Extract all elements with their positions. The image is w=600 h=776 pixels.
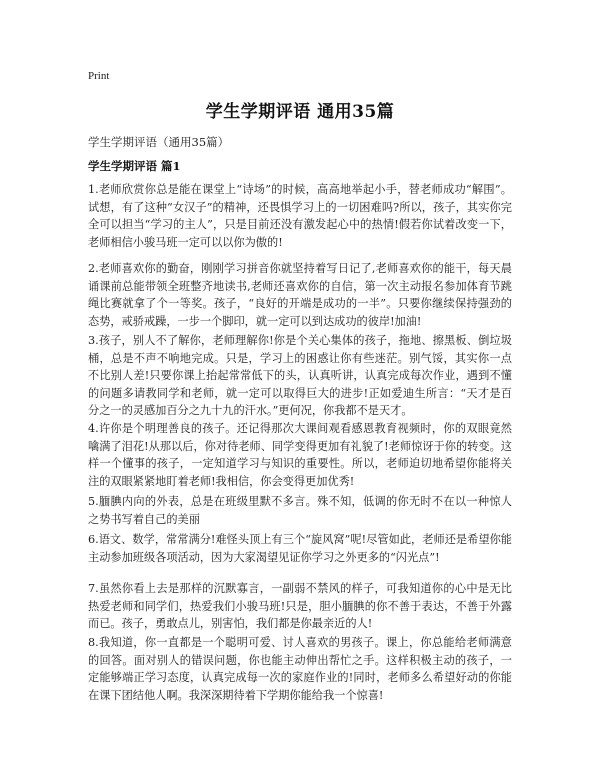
document-subtitle: 学生学期评语（通用35篇） (88, 135, 230, 149)
comment-paragraph-8: 8.我知道，你一直都是一个聪明可爱、讨人喜欢的男孩子。课上，你总能给老师满意的回答。面对别人的错误问题，你也能主动伸出帮忙之手。这样积极主动的孩子，一定能够端正学习态度，认真完成每一次的家庭作业的!同时，老师多么希望好动的你能在课下团结他人啊。我深深期待着下学期你能给我一个惊喜! (88, 636, 512, 702)
comment-paragraph-6: 6.语文、数学，常常满分!难怪头顶上有三个“旋风窝”呢!尽管如此，老师还是希望你能主动参加班级各项活动，因为大家渴望见证你学习之外更多的“闪光点”! (88, 533, 512, 564)
comment-paragraph-1: 1.老师欣赏你总是能在课堂上“诗场”的时候，高高地举起小手，替老师成功“解围”。试想，有了这种“女汉子”的精神，还畏惧学习上的一切困难吗?所以，孩子，其实你完全可以担当“学习的主人”，只是目前还没有激发起心中的热情!假若你试着改变一下，老师相信小骏马班一定可以以你为傲的! (88, 183, 512, 249)
comment-paragraph-7: 7.虽然你看上去是那样的沉默寡言，一副弱不禁风的样子，可我知道你的心中是无比热爱老师和同学们，热爱我们小骏马班!只是，胆小腼腆的你不善于表达，不善于外露而已。孩子，勇敢点儿，别害怕，我们都是你最亲近的人! (88, 582, 512, 630)
print-label: Print (88, 70, 110, 82)
document-title: 学生学期评语 通用35篇 (205, 102, 395, 122)
section-heading: 学生学期评语 篇1 (88, 159, 181, 173)
comment-paragraph-5: 5.腼腆内向的外表，总是在班级里默不多言。殊不知，低调的你无时不在以一种惊人之势书写着自己的美丽 (88, 495, 512, 526)
comment-paragraph-4: 4.许你是个明理善良的孩子。还记得那次大课间观看感恩教育视频时，你的双眼竟然噙满了泪花!从那以后，你对待老师、同学变得更加有礼貌了!老师惊讶于你的转变。这样一个懂事的孩子，一定知道学习与知识的重要性。所以，老师迫切地希望你能将关注的双眼紧紧地盯着老师!我相信，你会变得更加优秀! (88, 422, 512, 488)
comment-paragraph-2: 2.老师喜欢你的勤奋，刚刚学习拼音你就坚持着写日记了,老师喜欢你的能干，每天晨诵课前总能带领全班整齐地读书,老师还喜欢你的自信，第一次主动报名参加体育节跳绳比赛就拿了个一等奖。孩子，“良好的开端是成功的一半”。只要你继续保持强劲的态势，戒骄戒躁，一步一个脚印，就一定可以到达成功的彼岸!加油! (88, 262, 512, 328)
comment-paragraph-3: 3.孩子，别人不了解你，老师理解你!你是个关心集体的孩子，拖地、擦黑板、倒垃圾桶，总是不声不响地完成。只是，学习上的困惑让你有些迷茫。别气馁，其实你一点不比别人差!只要你课上抬起常常低下的头，认真听讲，认真完成每次作业，遇到不懂的问题多请教同学和老师，就一定可以取得巨大的进步!正如爱迪生所言：“天才是百分之一的灵感加百分之九十九的汗水。”更何况，你我都不是天才。 (88, 334, 512, 417)
